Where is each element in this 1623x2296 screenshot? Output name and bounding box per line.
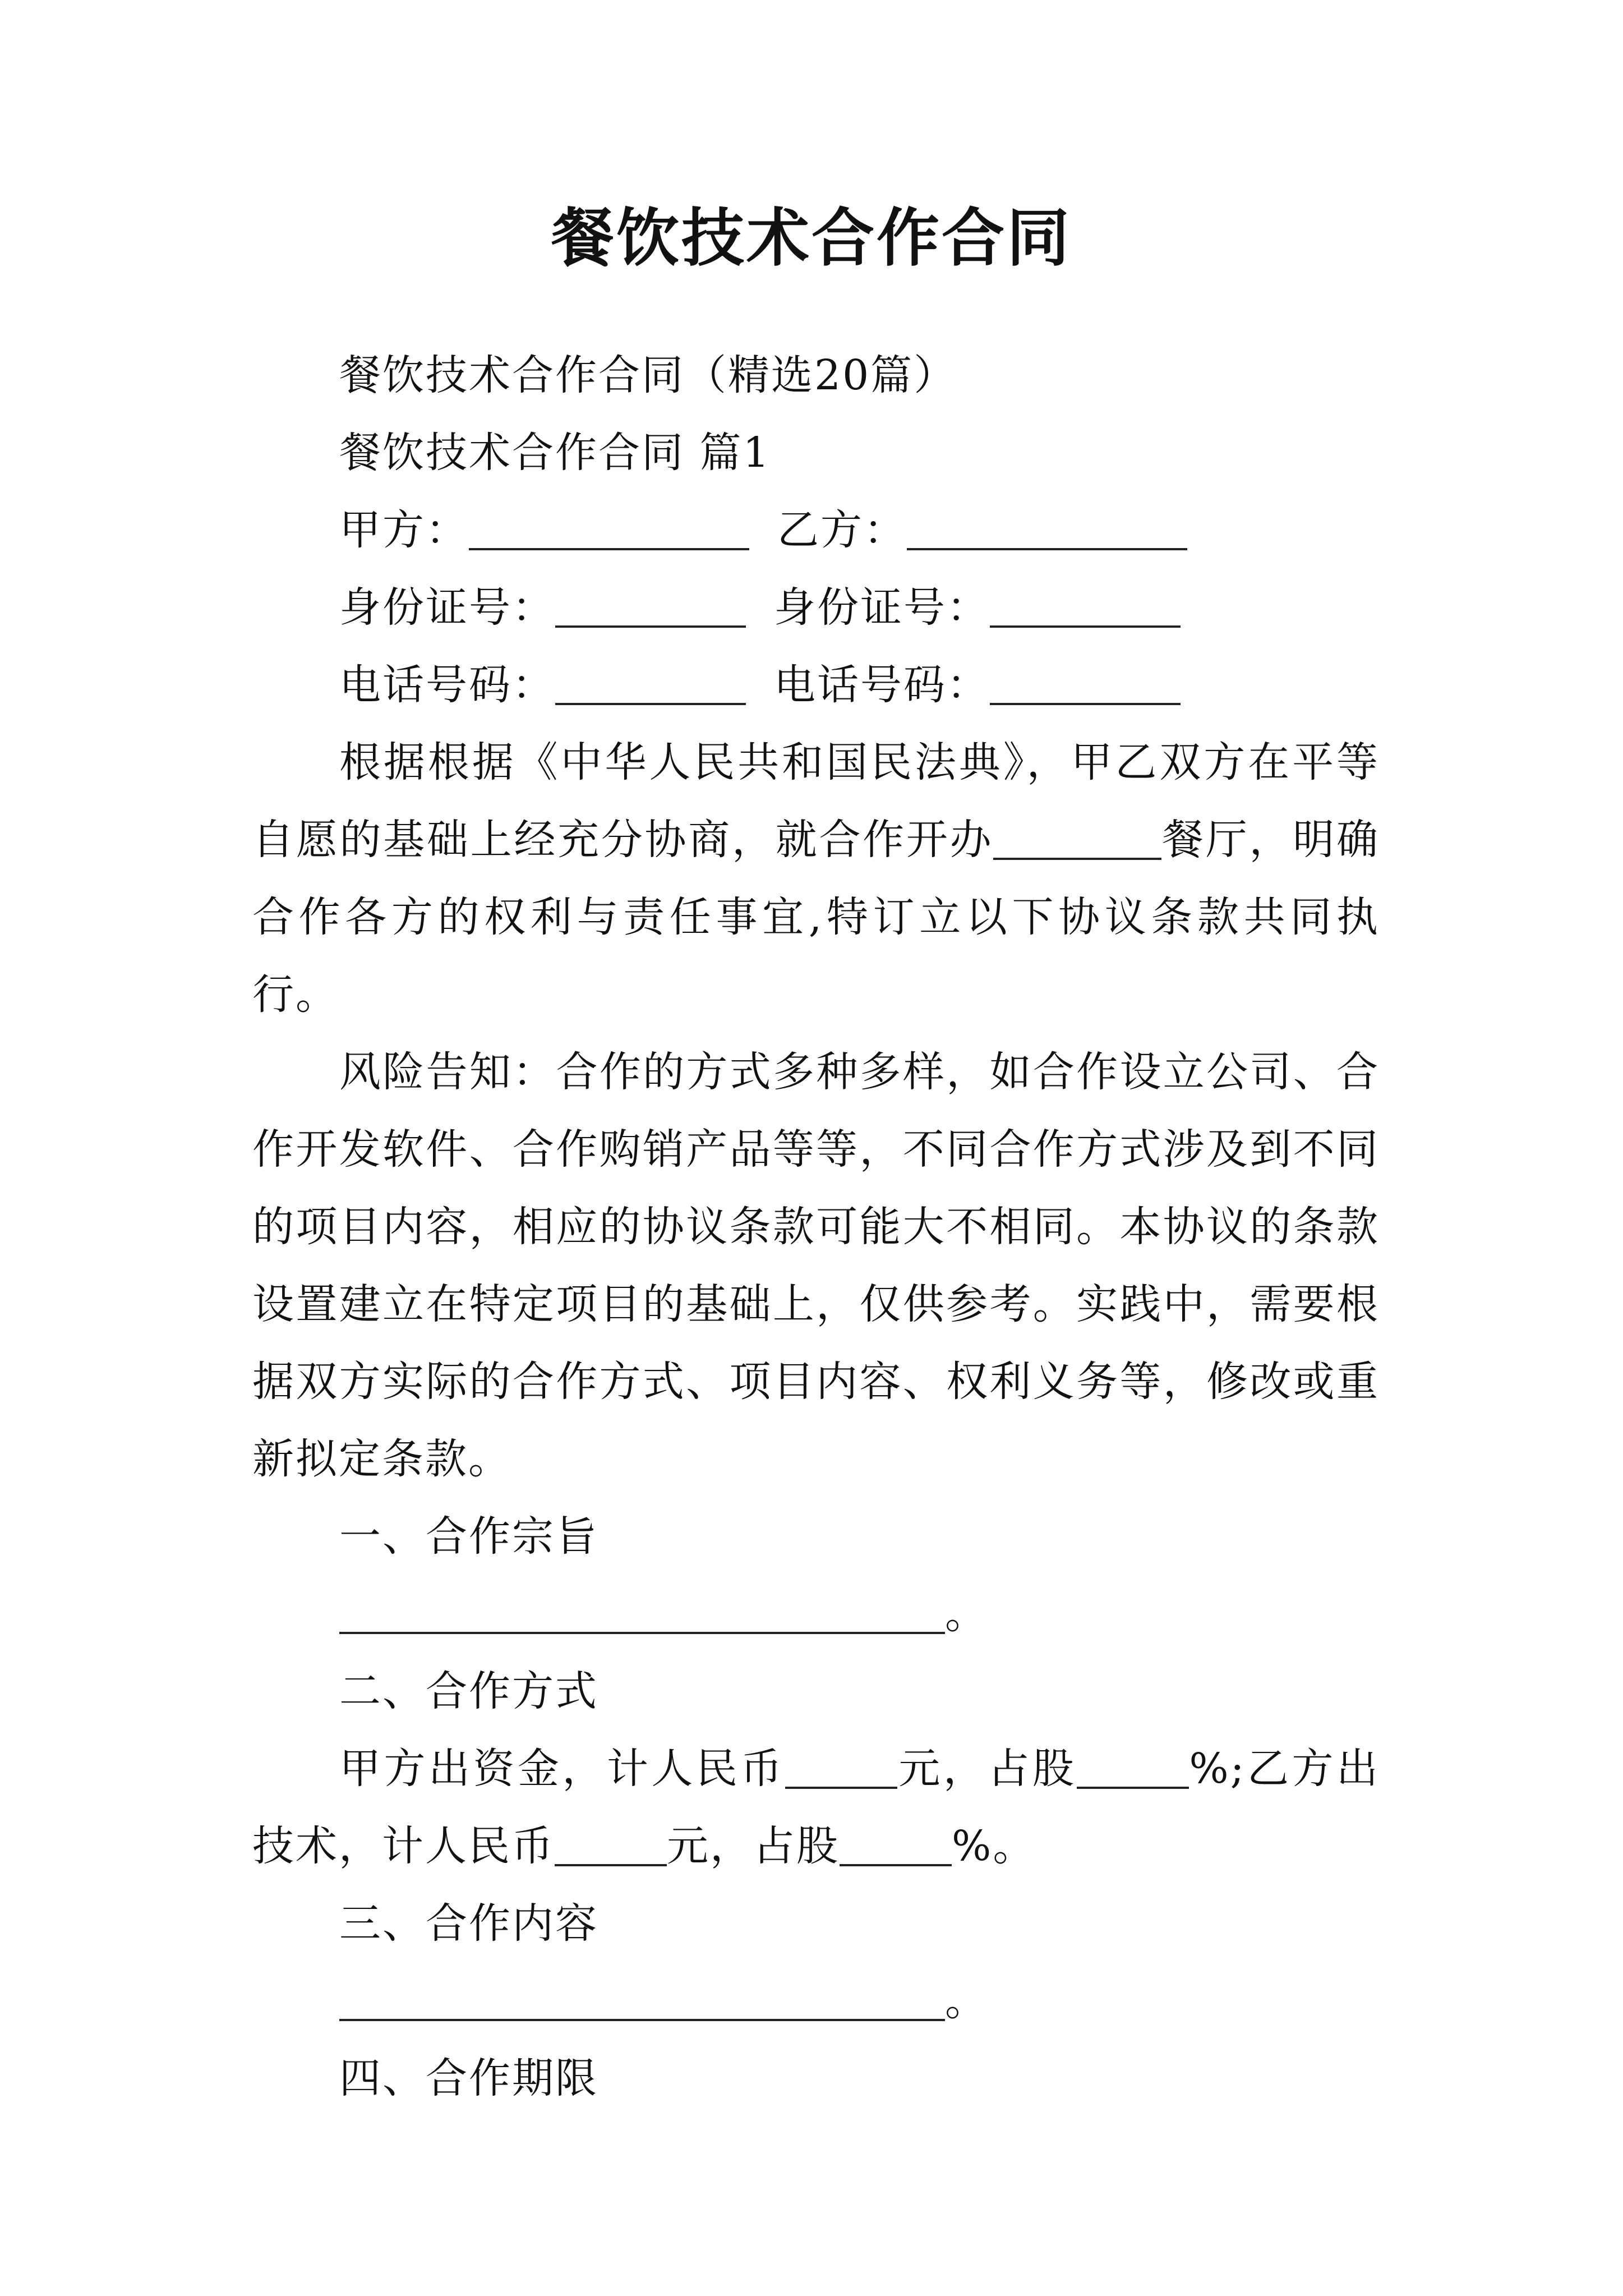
heading-method: 二、合作方式 [339,1667,598,1715]
b-amount-blank [555,1823,667,1866]
document-title: 餐饮技术合作合同 [551,201,1072,275]
restaurant-name-blank [993,816,1161,860]
method-text-5: %。 [952,1822,1036,1870]
b-share-blank [840,1823,952,1866]
party-a-label: 甲方： [339,506,469,554]
subtitle: 餐饮技术合作合同（精选20篇） [339,351,957,399]
purpose-blank [339,1590,945,1634]
document-body [252,337,1380,2117]
id-b-blank [990,584,1181,628]
heading-purpose: 一、合作宗旨 [339,1512,598,1561]
party-b-label: 乙方： [777,506,907,554]
content-blank [339,1977,945,2021]
heading-term: 四、合作期限 [339,2054,598,2102]
id-label-b: 身份证号： [774,583,990,632]
party-row [252,491,1380,569]
intro-text-1: 根据根据《中华人民共和国民法典》，甲乙双方在平等自愿的基础上经充分协商，就合作开办 [252,738,1380,864]
a-share-blank [1077,1745,1189,1789]
phone-b-blank [990,661,1181,705]
method-text-1: 甲方出资金，计人民币 [339,1745,785,1793]
content-period: 。 [945,1977,988,2025]
party-b-blank [907,507,1187,550]
intro-text-2: 餐厅，明确合作各方的权利与责任事宜,特订立以下协议条款共同执行。 [252,816,1380,1019]
content-fill-row [252,1962,1380,2040]
phone-row [252,646,1380,724]
id-a-blank [555,584,746,628]
method-text-3: %;乙方出技术，计人民币 [252,1745,1380,1870]
risk-notice-paragraph: 风险告知：合作的方式多种多样，如合作设立公司、合作开发软件、合作购销产品等等，不同合作方式涉及到不同的项目内容，相应的协议条款可能大不相同。本协议的条款设置建立在特定项目的基础上，仅供参考。实践中，需要根据双方实际的合作方式、项目内容、权利义务等，修改或重新拟定条款。 [252,1048,1380,1483]
section-heading: 餐饮技术合作合同 篇1 [339,429,771,477]
heading-content: 三、合作内容 [339,1899,598,1948]
a-amount-blank [785,1745,897,1789]
id-row [252,569,1380,646]
phone-label-a: 电话号码： [339,661,555,709]
method-paragraph [252,1730,1380,1885]
intro-paragraph [252,724,1380,1033]
phone-label-b: 电话号码： [774,661,990,709]
method-text-4: 元，占股 [667,1822,840,1870]
id-label-a: 身份证号： [339,583,555,632]
method-text-2: 元，占股 [897,1745,1077,1793]
phone-a-blank [555,661,746,705]
purpose-period: 。 [945,1590,988,1638]
purpose-fill-row [252,1575,1380,1653]
party-a-blank [469,507,749,550]
